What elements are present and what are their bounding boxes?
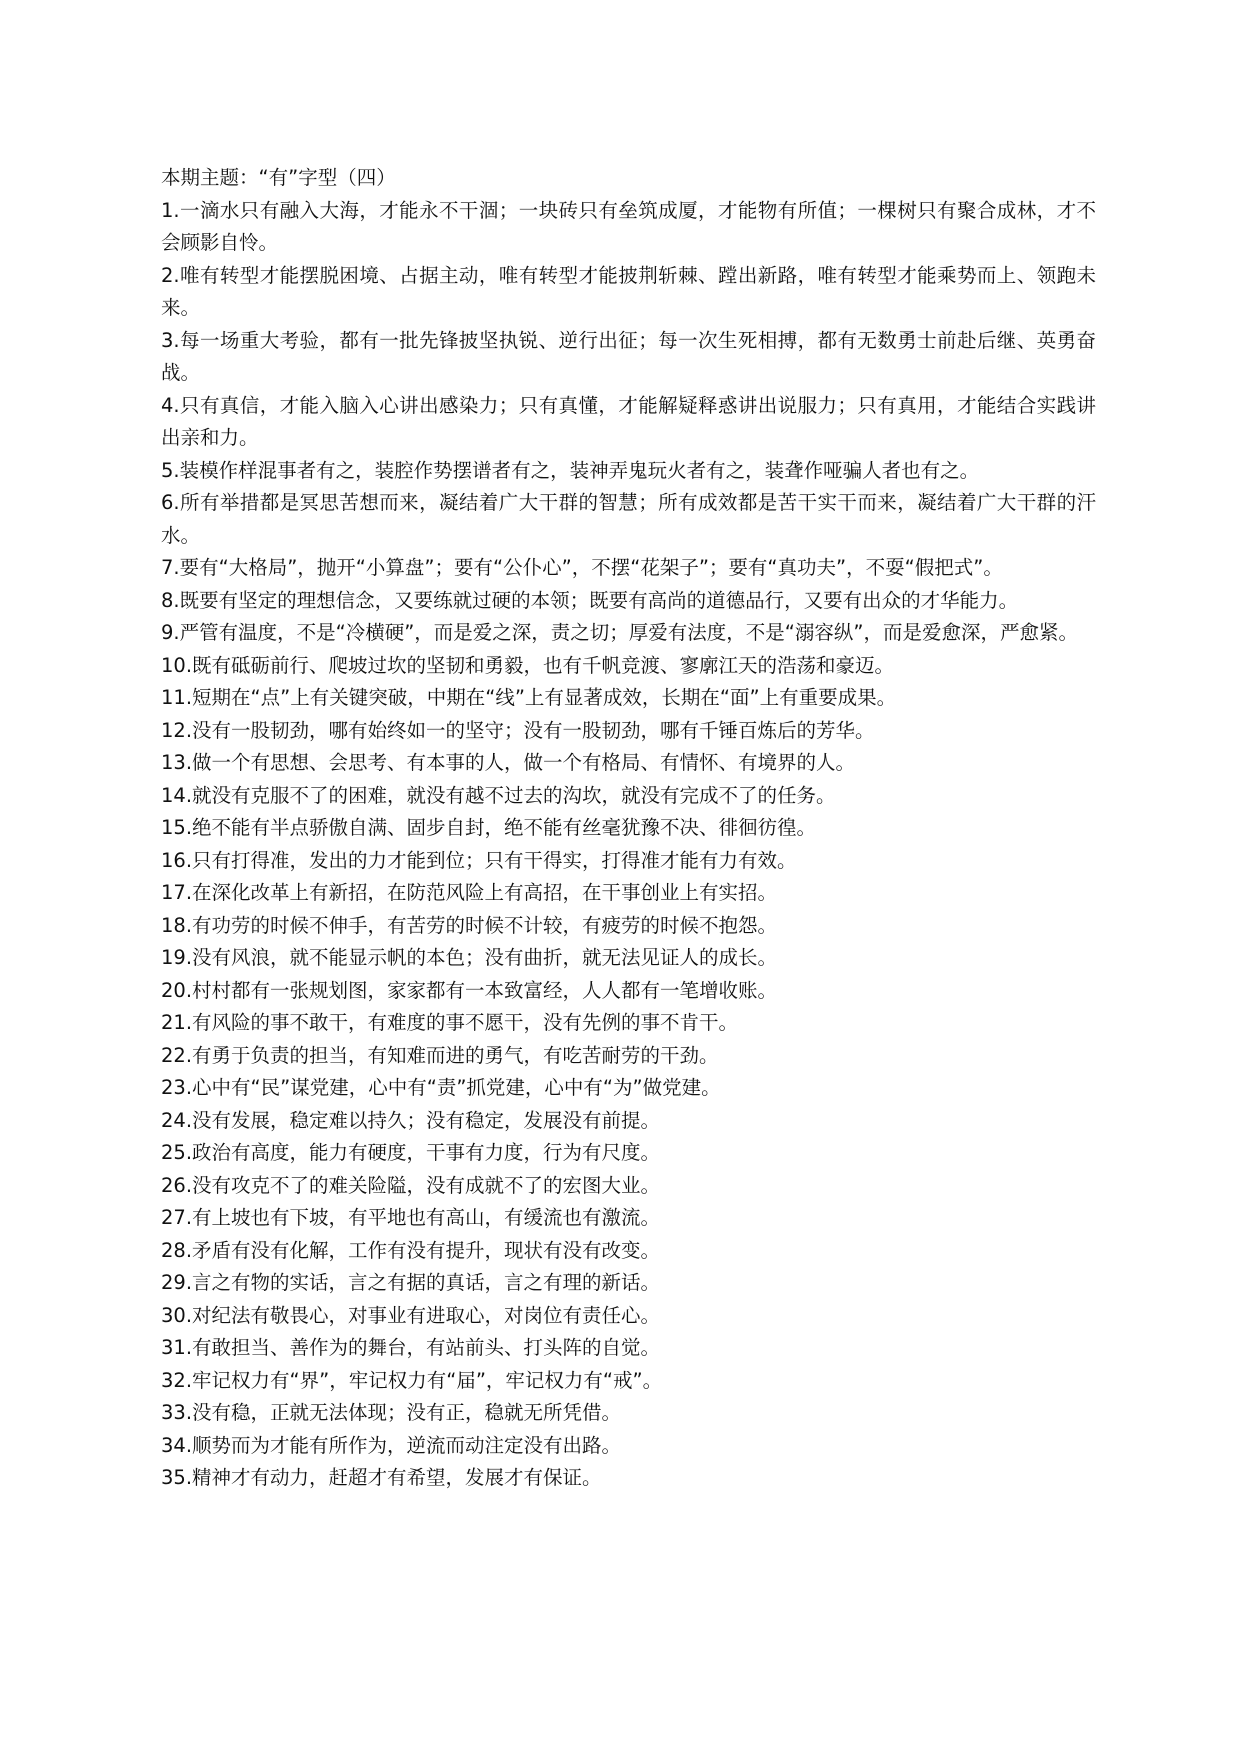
list-item: 1.一滴水只有融入大海，才能永不干涸；一块砖只有垒筑成厦，才能物有所值；一棵树只有聚合成林，才不会顾影自怜。 (161, 198, 1096, 254)
list-item: 20.村村都有一张规划图，家家都有一本致富经，人人都有一笔增收账。 (161, 978, 778, 1002)
list-item: 25.政治有高度，能力有硬度，干事有力度，行为有尺度。 (161, 1141, 661, 1164)
list-item: 29.言之有物的实话，言之有据的真话，言之有理的新话。 (161, 1271, 661, 1294)
entry-list (161, 195, 1096, 1495)
list-item: 27.有上坡也有下坡，有平地也有高山，有缓流也有激流。 (161, 1206, 661, 1229)
list-item: 8.既要有坚定的理想信念，又要练就过硬的本领；既要有高尚的道德品行，又要有出众的才华能力。 (161, 588, 1019, 612)
document-title: 本期主题：“有”字型（四） (161, 166, 396, 189)
list-item: 35.精神才有动力，赶超才有希望，发展才有保证。 (161, 1466, 602, 1489)
list-item: 12.没有一股韧劲，哪有始终如一的坚守；没有一股韧劲，哪有千锤百炼后的芳华。 (161, 718, 875, 742)
list-item: 4.只有真信，才能入脑入心讲出感染力；只有真懂，才能解疑释惑讲出说服力；只有真用，才能结合实践讲出亲和力。 (161, 393, 1096, 449)
list-item: 11.短期在“点”上有关键突破，中期在“线”上有显著成效，长期在“面”上有重要成果。 (161, 686, 897, 709)
list-item: 28.矛盾有没有化解，工作有没有提升，现状有没有改变。 (161, 1238, 661, 1262)
list-item: 21.有风险的事不敢干，有难度的事不愿干，没有先例的事不肯干。 (161, 1011, 739, 1034)
list-item: 9.严管有温度，不是“冷横硬”，而是爱之深，责之切；厚爱有法度，不是“溺容纵”，而是爱愈深，严愈紧。 (161, 621, 1079, 644)
document-page (161, 162, 1096, 1495)
list-item: 19.没有风浪，就不能显示帆的本色；没有曲折，就无法见证人的成长。 (161, 946, 778, 969)
list-item: 14.就没有克服不了的困难，就没有越不过去的沟坎，就没有完成不了的任务。 (161, 783, 836, 807)
list-item: 2.唯有转型才能摆脱困境、占据主动，唯有转型才能披荆斩棘、蹚出新路，唯有转型才能乘势而上、领跑未来。 (161, 263, 1096, 319)
list-item: 34.顺势而为才能有所作为，逆流而动注定没有出路。 (161, 1433, 622, 1457)
list-item: 3.每一场重大考验，都有一批先锋披坚执锐、逆行出征；每一次生死相搏，都有无数勇士前赴后继、英勇奋战。 (161, 328, 1096, 384)
list-item: 31.有敢担当、善作为的舞台，有站前头、打头阵的自觉。 (161, 1336, 661, 1359)
list-item: 16.只有打得准，发出的力才能到位；只有干得实，打得准才能有力有效。 (161, 848, 797, 872)
list-item: 18.有功劳的时候不伸手，有苦劳的时候不计较，有疲劳的时候不抱怨。 (161, 913, 778, 937)
list-item: 26.没有攻克不了的难关险隘，没有成就不了的宏图大业。 (161, 1173, 661, 1197)
list-item: 24.没有发展，稳定难以持久；没有稳定，发展没有前提。 (161, 1108, 661, 1132)
list-item: 13.做一个有思想、会思考、有本事的人，做一个有格局、有情怀、有境界的人。 (161, 751, 856, 774)
list-item: 5.装模作样混事者有之，装腔作势摆谱者有之，装神弄鬼玩火者有之，装聋作哑骗人者也有之。 (161, 458, 980, 482)
list-item: 10.既有砥砺前行、爬坡过坎的坚韧和勇毅，也有千帆竞渡、寥廓江天的浩荡和豪迈。 (161, 653, 895, 677)
list-item: 23.心中有“民”谋党建，心中有“责”抓党建，心中有“为”做党建。 (161, 1076, 721, 1099)
list-item: 30.对纪法有敬畏心，对事业有进取心，对岗位有责任心。 (161, 1303, 661, 1327)
list-item: 33.没有稳，正就无法体现；没有正，稳就无所凭借。 (161, 1401, 622, 1424)
list-item: 15.绝不能有半点骄傲自满、固步自封，绝不能有丝毫犹豫不决、徘徊彷徨。 (161, 816, 817, 839)
list-item: 17.在深化改革上有新招，在防范风险上有高招，在干事创业上有实招。 (161, 881, 778, 904)
list-item: 7.要有“大格局”，抛开“小算盘”；要有“公仆心”，不摆“花架子”；要有“真功夫”，不耍“假把式”。 (161, 556, 1003, 579)
list-item: 32.牢记权力有“界”，牢记权力有“届”，牢记权力有“戒”。 (161, 1368, 663, 1392)
list-item: 6.所有举措都是冥思苦想而来，凝结着广大干群的智慧；所有成效都是苦干实干而来，凝结着广大干群的汗水。 (161, 491, 1096, 547)
list-item: 22.有勇于负责的担当，有知难而进的勇气，有吃苦耐劳的干劲。 (161, 1043, 719, 1067)
